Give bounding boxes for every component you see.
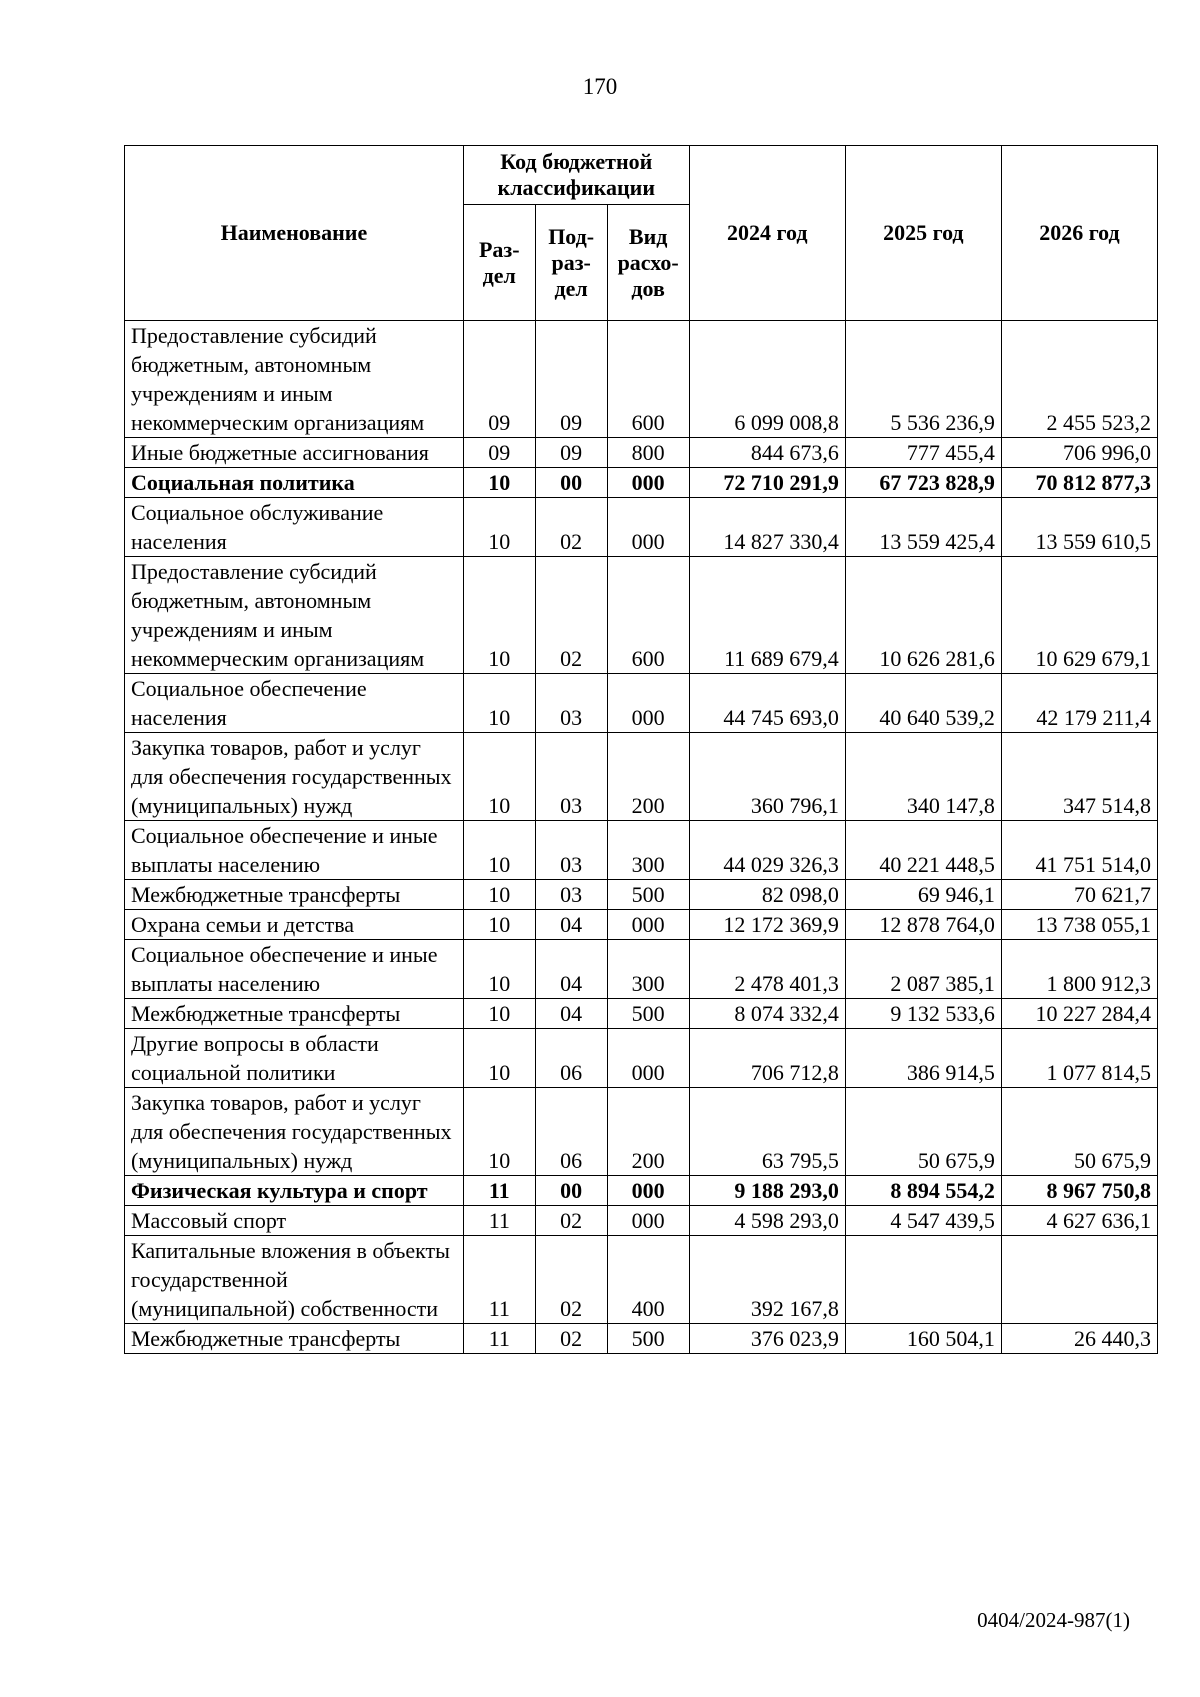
row-2026: 13 559 610,5: [1001, 498, 1157, 557]
row-podrazdel: 02: [535, 1206, 607, 1236]
row-2024: 82 098,0: [689, 880, 845, 910]
row-razdel: 10: [463, 468, 535, 498]
row-2025: 40 221 448,5: [845, 821, 1001, 880]
table-row: [125, 1206, 1158, 1236]
row-name: Массовый спорт: [125, 1206, 464, 1236]
row-vid: 200: [607, 1088, 689, 1176]
row-2024: 9 188 293,0: [689, 1176, 845, 1206]
row-vid: 000: [607, 910, 689, 940]
table-row: [125, 1176, 1158, 1206]
row-name: Межбюджетные трансферты: [125, 1324, 464, 1354]
row-2025: 160 504,1: [845, 1324, 1001, 1354]
row-name: Физическая культура и спорт: [125, 1176, 464, 1206]
row-name: Социальная политика: [125, 468, 464, 498]
row-razdel: 11: [463, 1236, 535, 1324]
row-2026: 347 514,8: [1001, 733, 1157, 821]
row-2024: 844 673,6: [689, 438, 845, 468]
row-vid: 000: [607, 1206, 689, 1236]
row-podrazdel: 04: [535, 999, 607, 1029]
row-2025: 4 547 439,5: [845, 1206, 1001, 1236]
header-2024: 2024 год: [689, 146, 845, 321]
row-name: Межбюджетные трансферты: [125, 999, 464, 1029]
row-podrazdel: 09: [535, 321, 607, 438]
row-2024: 8 074 332,4: [689, 999, 845, 1029]
table-row: [125, 821, 1158, 880]
row-podrazdel: 03: [535, 733, 607, 821]
row-razdel: 10: [463, 733, 535, 821]
table-row: [125, 1029, 1158, 1088]
row-razdel: 10: [463, 557, 535, 674]
row-2026: 70 812 877,3: [1001, 468, 1157, 498]
header-podrazdel: Под- раз- дел: [535, 205, 607, 321]
row-2026: 26 440,3: [1001, 1324, 1157, 1354]
row-2024: 12 172 369,9: [689, 910, 845, 940]
row-2025: 10 626 281,6: [845, 557, 1001, 674]
row-name: Предоставление субсидий бюджетным, автономным учреждениям и иным некоммерческим организациям: [125, 557, 464, 674]
row-2025: 386 914,5: [845, 1029, 1001, 1088]
row-2024: 72 710 291,9: [689, 468, 845, 498]
table-row: [125, 498, 1158, 557]
table-row: [125, 880, 1158, 910]
table-row: [125, 999, 1158, 1029]
row-2024: 63 795,5: [689, 1088, 845, 1176]
header-name: Наименование: [125, 146, 464, 321]
row-2025: 12 878 764,0: [845, 910, 1001, 940]
row-2026: 10 629 679,1: [1001, 557, 1157, 674]
header-2025: 2025 год: [845, 146, 1001, 321]
row-vid: 000: [607, 1176, 689, 1206]
table-row: [125, 438, 1158, 468]
row-2026: 1 077 814,5: [1001, 1029, 1157, 1088]
row-2024: 44 745 693,0: [689, 674, 845, 733]
row-podrazdel: 02: [535, 557, 607, 674]
header-vid: Вид расхо- дов: [607, 205, 689, 321]
row-name: Другие вопросы в области социальной политики: [125, 1029, 464, 1088]
row-2025: 40 640 539,2: [845, 674, 1001, 733]
row-2025: 2 087 385,1: [845, 940, 1001, 999]
row-razdel: 10: [463, 1088, 535, 1176]
row-2025: 9 132 533,6: [845, 999, 1001, 1029]
row-razdel: 10: [463, 910, 535, 940]
row-name: Закупка товаров, работ и услуг для обеспечения государственных (муниципальных) нужд: [125, 1088, 464, 1176]
row-2024: 376 023,9: [689, 1324, 845, 1354]
row-vid: 300: [607, 940, 689, 999]
row-name: Закупка товаров, работ и услуг для обеспечения государственных (муниципальных) нужд: [125, 733, 464, 821]
row-2024: 2 478 401,3: [689, 940, 845, 999]
row-razdel: 10: [463, 821, 535, 880]
row-name: Межбюджетные трансферты: [125, 880, 464, 910]
row-2025: 13 559 425,4: [845, 498, 1001, 557]
page-number: 170: [582, 74, 618, 99]
row-2025: 67 723 828,9: [845, 468, 1001, 498]
row-2026: 10 227 284,4: [1001, 999, 1157, 1029]
row-2024: 360 796,1: [689, 733, 845, 821]
row-razdel: 11: [463, 1206, 535, 1236]
row-razdel: 11: [463, 1176, 535, 1206]
row-razdel: 09: [463, 321, 535, 438]
table-row: [125, 674, 1158, 733]
row-vid: 000: [607, 468, 689, 498]
row-2026: 50 675,9: [1001, 1088, 1157, 1176]
row-name: Иные бюджетные ассигнования: [125, 438, 464, 468]
row-name: Капитальные вложения в объекты государственной (муниципальной) собственности: [125, 1236, 464, 1324]
row-podrazdel: 02: [535, 1236, 607, 1324]
row-podrazdel: 04: [535, 940, 607, 999]
row-razdel: 09: [463, 438, 535, 468]
row-2024: 4 598 293,0: [689, 1206, 845, 1236]
row-2025: [845, 1236, 1001, 1324]
row-razdel: 11: [463, 1324, 535, 1354]
table-row: [125, 321, 1158, 438]
table-row: [125, 1324, 1158, 1354]
row-podrazdel: 03: [535, 821, 607, 880]
row-vid: 600: [607, 557, 689, 674]
row-2026: 41 751 514,0: [1001, 821, 1157, 880]
table-row: [125, 1088, 1158, 1176]
header-code-group: Код бюджетной классификации: [463, 146, 689, 205]
row-name: Социальное обеспечение населения: [125, 674, 464, 733]
row-podrazdel: 06: [535, 1088, 607, 1176]
row-2024: 14 827 330,4: [689, 498, 845, 557]
row-2026: 42 179 211,4: [1001, 674, 1157, 733]
row-razdel: 10: [463, 880, 535, 910]
row-vid: 500: [607, 1324, 689, 1354]
row-vid: 000: [607, 674, 689, 733]
row-2024: 6 099 008,8: [689, 321, 845, 438]
row-2024: 706 712,8: [689, 1029, 845, 1088]
row-podrazdel: 04: [535, 910, 607, 940]
row-vid: 800: [607, 438, 689, 468]
row-vid: 500: [607, 999, 689, 1029]
row-2026: 706 996,0: [1001, 438, 1157, 468]
row-podrazdel: 02: [535, 1324, 607, 1354]
table-row: [125, 468, 1158, 498]
header-razdel: Раз- дел: [463, 205, 535, 321]
row-vid: 000: [607, 1029, 689, 1088]
row-vid: 200: [607, 733, 689, 821]
row-2025: 340 147,8: [845, 733, 1001, 821]
row-vid: 500: [607, 880, 689, 910]
row-podrazdel: 00: [535, 468, 607, 498]
row-razdel: 10: [463, 674, 535, 733]
row-2026: 70 621,7: [1001, 880, 1157, 910]
row-name: Социальное обеспечение и иные выплаты населению: [125, 821, 464, 880]
table-row: [125, 910, 1158, 940]
row-name: Социальное обслуживание населения: [125, 498, 464, 557]
row-2025: 50 675,9: [845, 1088, 1001, 1176]
table-row: [125, 1236, 1158, 1324]
row-2025: 5 536 236,9: [845, 321, 1001, 438]
row-podrazdel: 06: [535, 1029, 607, 1088]
row-2026: 8 967 750,8: [1001, 1176, 1157, 1206]
table-row: [125, 940, 1158, 999]
row-name: Предоставление субсидий бюджетным, автономным учреждениям и иным некоммерческим организациям: [125, 321, 464, 438]
document-code: 0404/2024-987(1): [977, 1608, 1130, 1632]
row-2026: 13 738 055,1: [1001, 910, 1157, 940]
row-2024: 392 167,8: [689, 1236, 845, 1324]
row-name: Охрана семьи и детства: [125, 910, 464, 940]
row-razdel: 10: [463, 498, 535, 557]
header-2026: 2026 год: [1001, 146, 1157, 321]
row-2026: 1 800 912,3: [1001, 940, 1157, 999]
row-vid: 000: [607, 498, 689, 557]
row-vid: 300: [607, 821, 689, 880]
row-2025: 8 894 554,2: [845, 1176, 1001, 1206]
row-vid: 400: [607, 1236, 689, 1324]
row-podrazdel: 03: [535, 674, 607, 733]
row-razdel: 10: [463, 940, 535, 999]
row-2024: 11 689 679,4: [689, 557, 845, 674]
row-2026: [1001, 1236, 1157, 1324]
row-podrazdel: 02: [535, 498, 607, 557]
row-2025: 69 946,1: [845, 880, 1001, 910]
budget-table: [124, 145, 1158, 1354]
row-2026: 2 455 523,2: [1001, 321, 1157, 438]
row-2024: 44 029 326,3: [689, 821, 845, 880]
row-2025: 777 455,4: [845, 438, 1001, 468]
row-podrazdel: 03: [535, 880, 607, 910]
table-row: [125, 557, 1158, 674]
row-name: Социальное обеспечение и иные выплаты населению: [125, 940, 464, 999]
row-vid: 600: [607, 321, 689, 438]
table-row: [125, 733, 1158, 821]
row-razdel: 10: [463, 1029, 535, 1088]
row-razdel: 10: [463, 999, 535, 1029]
row-podrazdel: 09: [535, 438, 607, 468]
row-podrazdel: 00: [535, 1176, 607, 1206]
row-2026: 4 627 636,1: [1001, 1206, 1157, 1236]
